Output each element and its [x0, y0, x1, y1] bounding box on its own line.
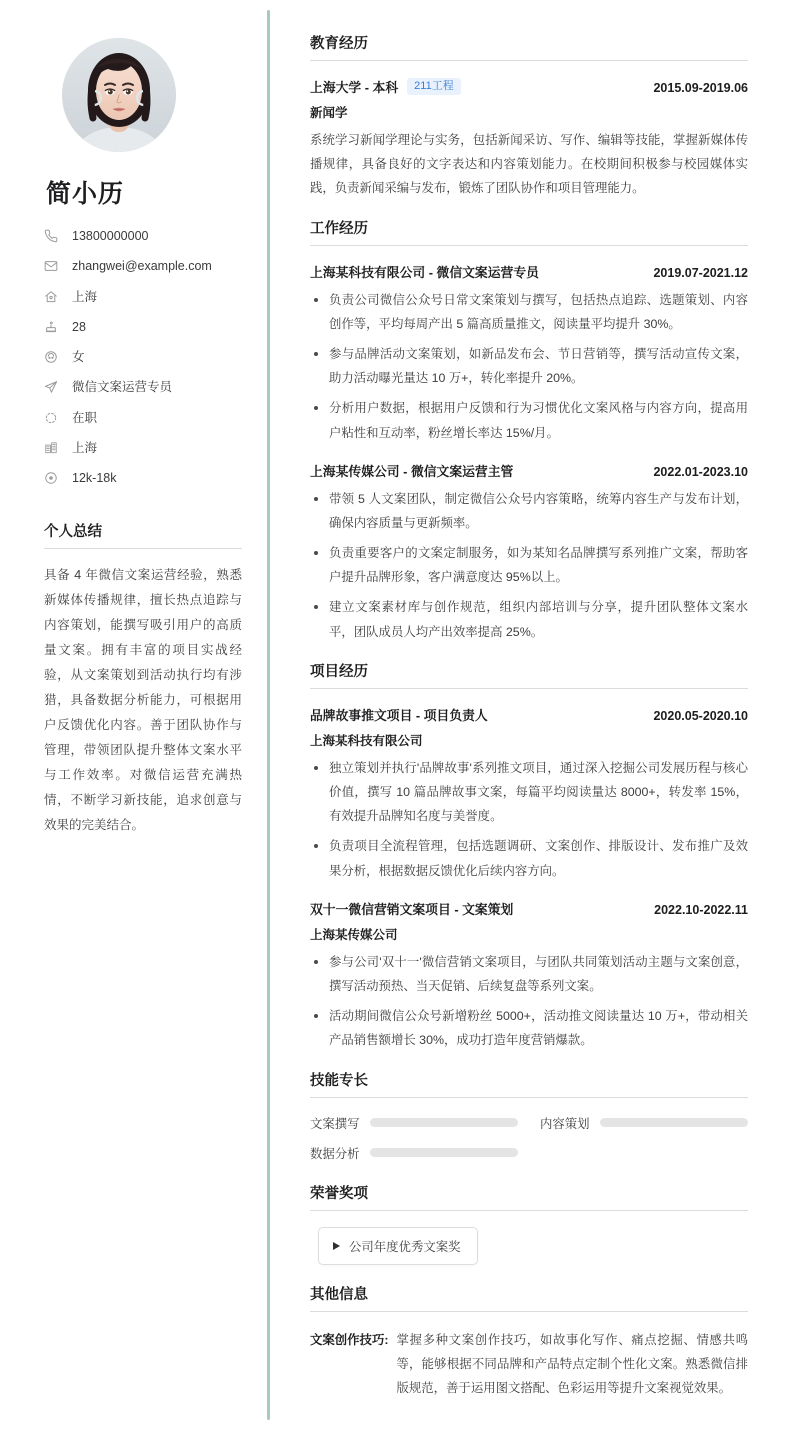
list-item: 建立文案素材库与创作规范，组织内部培训与分享，提升团队整体文案水平，团队成员人均产出效率提高 25%。	[310, 595, 748, 643]
list-item: 负责重要客户的文案定制服务，如为某知名品牌撰写系列推广文案，帮助客户提升品牌形象，客户满意度达 95%以上。	[310, 541, 748, 589]
list-item: 独立策划并执行'品牌故事'系列推文项目，通过深入挖掘公司发展历程与核心价值，撰写 10 篇品牌故事文案，每篇平均阅读量达 8000+，转发率 15%，有效提升品牌知名度与美誉度。	[310, 756, 748, 829]
project-title: 品牌故事推文项目 - 项目负责人	[310, 707, 488, 723]
summary-text: 具备 4 年微信文案运营经验，熟悉新媒体传播规律，擅长热点追踪与内容策划，能撰写吸引用户的高质量文案。拥有丰富的项目实战经验，从文案策划到活动执行均有涉猎，具备数据分析能力，可根据用户反馈优化内容。善于团队协作与管理，带领团队提升整体文案水平与工作效率。对微信运营充满热情，不断学习新技能，追求创意与效果的完美结合。	[44, 568, 242, 833]
projects-section	[310, 660, 748, 1053]
awards-heading: 荣誉奖项	[310, 1182, 748, 1211]
education-entry	[310, 77, 748, 201]
other-section	[310, 1283, 748, 1401]
entry-header	[310, 899, 748, 918]
skill-label: 内容策划	[540, 1116, 590, 1131]
work-entry	[310, 262, 748, 445]
contact-phone	[44, 228, 242, 244]
skill-item	[540, 1114, 748, 1132]
skills-section	[310, 1069, 748, 1162]
education-title-group	[310, 77, 461, 96]
list-item: 负责公司微信公众号日常文案策划与撰写，包括热点追踪、选题策划、内容创作等，平均每周产出 5 篇高质量推文，阅读量平均提升 30%。	[310, 288, 748, 336]
list-item: 参与品牌活动文案策划，如新品发布会、节日营销等，撰写活动宣传文案，助力活动曝光量达 10 万+，转化率提升 20%。	[310, 342, 748, 390]
gender-icon	[44, 350, 62, 364]
other-value: 掌握多种文案创作技巧，如故事化写作、痛点挖掘、情感共鸣等，能够根据不同品牌和产品特点定制个性化文案。熟悉微信排版规范，善于运用图文搭配、色彩运用等提升文案视觉效果。	[396, 1332, 748, 1395]
contact-value: 在职	[72, 410, 98, 425]
summary-section	[44, 520, 242, 838]
project-entry	[310, 899, 748, 1053]
skills-heading: 技能专长	[310, 1069, 748, 1098]
entry-header	[310, 262, 748, 281]
skill-item	[310, 1114, 518, 1132]
project-title: 双十一微信营销文案项目 - 文案策划	[310, 901, 514, 917]
entry-header	[310, 461, 748, 480]
contact-age	[44, 319, 242, 335]
work-title: 上海某传媒公司 - 微信文案运营主管	[310, 463, 514, 479]
contact-value: 微信文案运营专员	[72, 380, 173, 395]
list-item: 活动期间微信公众号新增粉丝 5000+，活动推文阅读量达 10 万+，带动相关产品销售额增长 30%，成功打造年度营销爆款。	[310, 1004, 748, 1052]
contact-salary	[44, 470, 242, 486]
status-icon	[44, 411, 62, 425]
summary-heading: 个人总结	[44, 520, 242, 549]
education-heading: 教育经历	[310, 32, 748, 61]
triangle-right-icon	[333, 1242, 340, 1250]
awards-section	[310, 1182, 748, 1265]
work-date: 2019.07-2021.12	[653, 265, 748, 280]
skill-item	[310, 1144, 518, 1162]
home-icon	[44, 290, 62, 304]
other-label: 文案创作技巧:	[310, 1332, 389, 1347]
contact-value: 上海	[72, 440, 98, 455]
award-list	[318, 1227, 748, 1265]
education-desc: 系统学习新闻学理论与实务，包括新闻采访、写作、编辑等技能，掌握新媒体传播规律，具备良好的文字表达和内容策划能力。在校期间积极参与校园媒体实践，负责新闻采编与发布，锻炼了团队协作和项目管理能力。	[310, 133, 748, 196]
project-entry	[310, 705, 748, 883]
mail-icon	[44, 259, 62, 273]
entry-header	[310, 705, 748, 724]
project-company: 上海某科技有限公司	[310, 733, 423, 748]
skills-grid	[310, 1114, 748, 1162]
contact-value: 上海	[72, 289, 98, 304]
work-heading: 工作经历	[310, 217, 748, 246]
work-bullets	[310, 487, 748, 644]
project-bullets	[310, 756, 748, 883]
project-date: 2022.10-2022.11	[654, 902, 748, 917]
contact-value: 13800000000	[72, 229, 149, 243]
work-bullets	[310, 288, 748, 445]
paperplane-icon	[44, 380, 62, 394]
skill-label: 文案撰写	[310, 1116, 360, 1131]
other-heading: 其他信息	[310, 1283, 748, 1312]
work-entry	[310, 461, 748, 644]
projects-heading: 项目经历	[310, 660, 748, 689]
contact-city	[44, 440, 242, 456]
contact-value: 女	[72, 350, 85, 364]
skill-track	[600, 1118, 748, 1127]
entry-header	[310, 77, 748, 96]
main-content	[270, 0, 794, 1430]
work-title: 上海某科技有限公司 - 微信文案运营专员	[310, 264, 539, 280]
profile-name: 简小历	[46, 180, 125, 208]
education-section	[310, 32, 748, 201]
project-company: 上海某传媒公司	[310, 927, 398, 942]
portrait-photo	[62, 38, 176, 152]
project-date: 2020.05-2020.10	[653, 708, 748, 723]
list-item: 分析用户数据，根据用户反馈和行为习惯优化文案风格与内容方向，提高用户粘性和互动率，粉丝增长率达 15%/月。	[310, 396, 748, 444]
list-item: 参与公司'双十一'微信营销文案项目，与团队共同策划活动主题与文案创意，撰写活动预热、当天促销、后续复盘等系列文案。	[310, 950, 748, 998]
education-major: 新闻学	[310, 106, 348, 120]
education-school: 上海大学 - 本科	[310, 80, 399, 95]
list-item: 负责项目全流程管理，包括选题调研、文案创作、排版设计、发布推广及效果分析，根据数据反馈优化后续内容方向。	[310, 834, 748, 882]
award-label: 公司年度优秀文案奖	[349, 1239, 461, 1254]
skill-label: 数据分析	[310, 1146, 360, 1161]
skill-track	[370, 1148, 518, 1157]
contact-value: zhangwei@example.com	[72, 259, 212, 274]
city-icon	[44, 441, 62, 455]
avatar	[62, 38, 176, 152]
phone-icon	[44, 229, 62, 243]
education-date: 2015.09-2019.06	[653, 81, 748, 95]
skill-track	[370, 1118, 518, 1127]
contact-status	[44, 410, 242, 426]
award-chip[interactable]	[318, 1227, 478, 1265]
list-item: 带领 5 人文案团队，制定微信公众号内容策略，统筹内容生产与发布计划，确保内容质量与更新频率。	[310, 487, 748, 535]
other-row	[310, 1328, 748, 1401]
contact-email	[44, 258, 242, 274]
sidebar	[0, 0, 270, 1430]
contact-gender	[44, 349, 242, 365]
work-section	[310, 217, 748, 644]
cake-icon	[44, 320, 62, 334]
salary-icon	[44, 471, 62, 485]
contact-value: 28	[72, 319, 86, 334]
contact-position	[44, 379, 242, 395]
contact-list	[44, 228, 242, 486]
education-tag: 211工程	[407, 78, 461, 96]
contact-location	[44, 289, 242, 305]
work-date: 2022.01-2023.10	[653, 464, 748, 479]
contact-value: 12k-18k	[72, 471, 117, 485]
project-bullets	[310, 950, 748, 1053]
